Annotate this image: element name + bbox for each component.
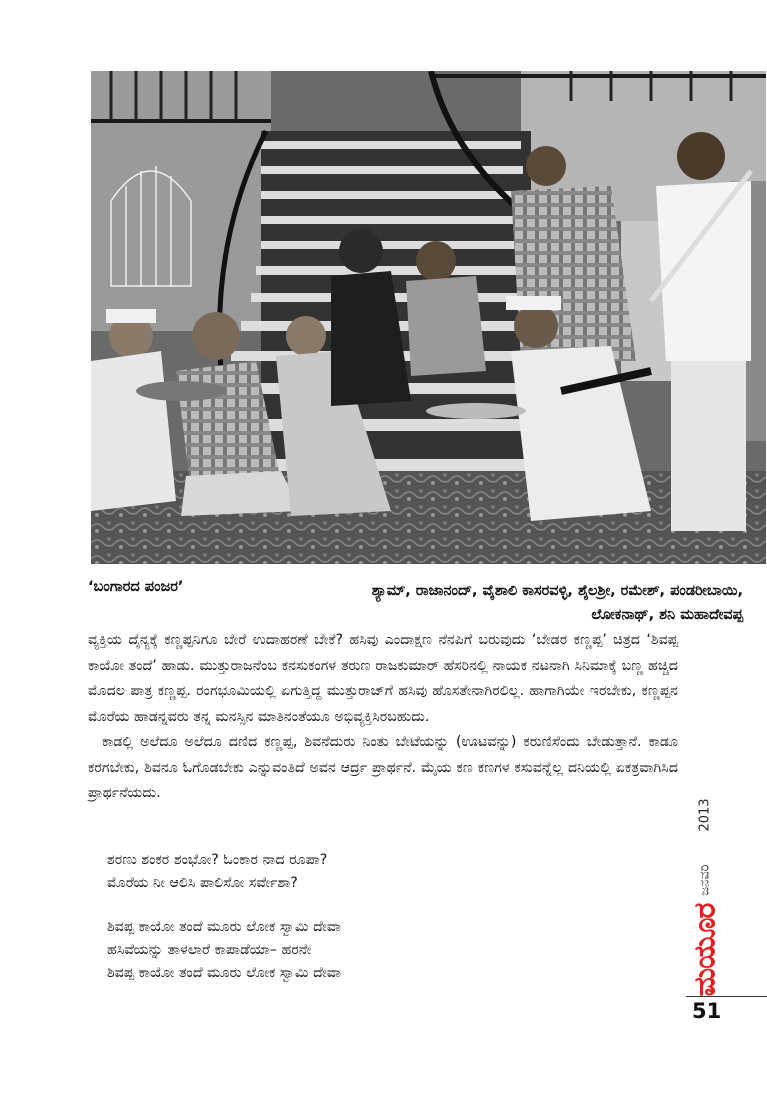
verse-line: ಮೊರೆಯ ನೀ ಆಲಿಸಿ ಪಾಲಿಸೋ ಸರ್ವೇಶಾ?: [107, 875, 298, 891]
credits-line-1: ಶ್ಯಾಮ್, ರಾಜಾನಂದ್, ವೈಶಾಲಿ ಕಾಸರವಳ್ಳಿ, ಶೈಲಶ್ರೀ, ರಮೇಶ್, ಪಂಡರೀಬಾಯಿ,: [371, 583, 743, 599]
page-number: 51: [692, 999, 722, 1023]
verse-line: ಶರಣು ಶಂಕರ ಶಂಭೋ? ಓಂಕಾರ ನಾದ ರೂಪಾ?: [107, 852, 328, 868]
film-still-photo: [91, 71, 766, 564]
verse-line: ಹಸಿವೆಯನ್ನು ತಾಳಲಾರೆ ಕಾಪಾಡೆಯಾ– ಹರನೇ: [107, 942, 312, 958]
paragraph-2: ಕಾಡಲ್ಲಿ ಅಲೆದೂ ಅಲೆದೂ ದಣಿದ ಕಣ್ಣಪ್ಪ, ಶಿವನೆದುರು ನಿಂತು ಬೇಟೆಯನ್ನು (ಊಟವನ್ನು) ಕರುಣಿಸೆಂದು ಬೇಡುತ್ತಾನೆ. ಕಾಡೂ ಕರಗಬೇಕು, ಶಿವನೂ ಓಗೊಡಬೇಕು ಎನ್ನುವಂತಿದೆ ಅವನ ಆರ್ದ್ರ ಪ್ರಾರ್ಥನೆ. ಮೈಯ ಕಣ ಕಣಗಳ ಕಸುವನ್ನೆಲ್ಲ ದನಿಯಲ್ಲಿ ಏಕತ್ರವಾಗಿಸಿದ ಪ್ರಾರ್ಥನೆಯದು.: [88, 734, 678, 801]
photo-caption-credits: [223, 579, 743, 627]
issue-year: 2013: [697, 798, 713, 832]
verse-line: ಶಿವಪ್ಪ ಕಾಯೋ ತಂದೆ ಮೂರು ಲೋಕ ಸ್ವಾಮಿ ದೇವಾ: [107, 965, 342, 981]
article-body: [88, 628, 678, 807]
issue-month: ಜನವರಿ: [697, 864, 713, 896]
stanza-1: [107, 849, 341, 895]
magazine-logo: ಮಯೂರ: [687, 903, 723, 997]
paragraph-1: ವ್ಯಕ್ತಿಯ ದೈನ್ಯಕ್ಕೆ ಕಣ್ಣಪ್ಪನಿಗೂ ಬೇರೆ ಉದಾಹರಣೆ ಬೇಕೆ? ಹಸಿವು ಎಂದಾಕ್ಷಣ ನೆನಪಿಗೆ ಬರುವುದು ‘ಬೇಡರ ಕಣ್ಣಪ್ಪ’ ಚಿತ್ರದ ‘ಶಿವಪ್ಪ ಕಾಯೋ ತಂದೆ’ ಹಾಡು. ಮುತ್ತುರಾಜನೆಂಬ ಕನಸುಕಂಗಳ ತರುಣ ರಾಜಕುಮಾರ್ ಹೆಸರಿನಲ್ಲಿ ನಾಯಕ ನಟನಾಗಿ ಸಿನಿಮಾಕ್ಕೆ ಬಣ್ಣ ಹಚ್ಚಿದ ಮೊದಲ ಪಾತ್ರ ಕಣ್ಣಪ್ಪ. ರಂಗಭೂಮಿಯಲ್ಲಿ ಏಗುತ್ತಿದ್ದ ಮುತ್ತುರಾಜ್‌ಗೆ ಹಸಿವು ಹೊಸತೇನಾಗಿರಲಿಲ್ಲ. ಹಾಗಾಗಿಯೇ ಇರಬೇಕು, ಕಣ್ಣಪ್ಪನ ಮೊರೆಯ ಹಾಡನ್ನವರು ತನ್ನ ಮನಸ್ಸಿನ ಮಾತಿನಂತೆಯೂ ಅಭಿವ್ಯಕ್ತಿಸಿರಬಹುದು.: [88, 632, 678, 725]
stanza-2: [107, 916, 341, 985]
credits-line-2: ಲೋಕನಾಥ್, ಶನಿ ಮಹಾದೇವಪ್ಪ: [591, 607, 743, 623]
photo-caption-title: ‘ಬಂಗಾರದ ಪಂಜರ’: [88, 579, 184, 595]
song-verses: [107, 849, 341, 1006]
footer-rule: [686, 996, 767, 997]
verse-line: ಶಿವಪ್ಪ ಕಾಯೋ ತಂದೆ ಮೂರು ಲೋಕ ಸ್ವಾಮಿ ದೇವಾ: [107, 919, 342, 935]
photo-illustration: [91, 71, 766, 564]
